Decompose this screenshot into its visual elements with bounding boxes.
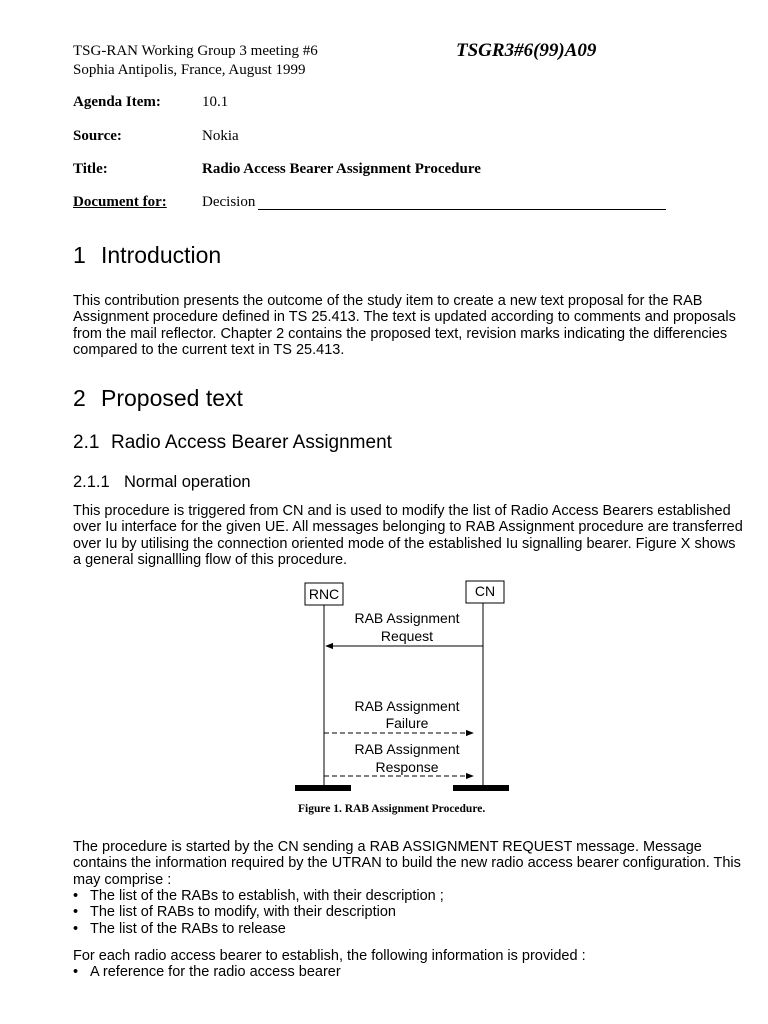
heading-rab-assignment	[73, 432, 392, 454]
failure-label-line2: Failure	[385, 715, 429, 731]
list-item	[73, 964, 341, 980]
paragraph-line: from the mail reflector. Chapter 2 contains the proposed text, revision marks indicating the differencies	[73, 325, 728, 342]
document-for-value: Decision	[202, 194, 256, 210]
rnc-label: RNC	[308, 586, 340, 602]
paragraph-line: over Iu interface for the given UE. All messages belonging to RAB Assignment procedure are transferred	[73, 519, 743, 536]
list-item-text: The list of the RABs to establish, with their description ;	[90, 888, 444, 904]
heading-number: 1	[73, 242, 86, 268]
heading-introduction	[73, 242, 221, 269]
paragraph-line: For each radio access bearer to establish, the following information is provided :	[73, 948, 586, 964]
paragraph-line: a general signallling flow of this procedure.	[73, 552, 348, 569]
heading-proposed-text	[73, 385, 243, 412]
paragraph-line: may comprise :	[73, 871, 172, 888]
list-item-text: A reference for the radio access bearer	[90, 964, 341, 980]
paragraph-line: contains the information required by the UTRAN to build the new radio access bearer configuration. This	[73, 855, 741, 872]
heading-text: Radio Access Bearer Assignment	[111, 432, 392, 453]
figure-caption: Figure 1. RAB Assignment Procedure.	[298, 803, 486, 815]
procedure-paragraph	[73, 839, 741, 888]
sequence-diagram	[280, 578, 530, 798]
list-item-text: The list of RABs to modify, with their description	[90, 904, 396, 921]
paragraph-line: compared to the current text in TS 25.413.	[73, 342, 345, 359]
request-label-line2: Request	[380, 628, 434, 644]
establish-list	[73, 964, 341, 980]
location-line: Sophia Antipolis, France, August 1999	[73, 62, 306, 78]
agenda-value: 10.1	[202, 94, 229, 110]
paragraph-line: This contribution presents the outcome of the study item to create a new text proposal for the RAB	[73, 293, 703, 309]
agenda-label: Agenda Item:	[73, 94, 161, 110]
meeting-line: TSG-RAN Working Group 3 meeting #6	[73, 43, 318, 59]
rnc-end-bar	[295, 785, 351, 791]
paragraph-line: over Iu by utilising the connection oriented mode of the established Iu signalling bearer. Figure X shows	[73, 535, 736, 552]
establish-paragraph	[73, 948, 586, 964]
list-item	[73, 921, 444, 937]
paragraph-line: This procedure is triggered from CN and is used to modify the list of Radio Access Bearers established	[73, 503, 731, 519]
heading-text: Introduction	[101, 242, 222, 268]
title-value: Radio Access Bearer Assignment Procedure	[202, 161, 481, 177]
source-value: Nokia	[202, 128, 239, 144]
rab-list	[73, 888, 444, 937]
heading-text: Normal operation	[124, 473, 251, 491]
bullet-icon: •	[73, 904, 79, 921]
source-label: Source:	[73, 128, 122, 144]
paragraph-line: The procedure is started by the CN sending a RAB ASSIGNMENT REQUEST message. Message	[73, 839, 702, 855]
request-label-line1: RAB Assignment	[354, 610, 460, 626]
title-label: Title:	[73, 161, 108, 177]
heading-text: Proposed text	[101, 385, 243, 411]
cn-label: CN	[474, 583, 496, 599]
bullet-icon: •	[73, 888, 79, 904]
document-for-rule	[258, 209, 666, 210]
heading-number: 2	[73, 385, 86, 411]
list-item-text: The list of the RABs to release	[90, 920, 286, 937]
heading-number: 2.1.1	[73, 473, 110, 491]
paragraph-line: Assignment procedure defined in TS 25.413. The text is updated according to comments and proposals	[73, 309, 736, 326]
heading-number: 2.1	[73, 432, 100, 453]
intro-paragraph	[73, 293, 736, 359]
document-id: TSGR3#6(99)A09	[456, 40, 597, 61]
normal-operation-paragraph	[73, 503, 743, 569]
heading-normal-operation	[73, 473, 251, 492]
cn-end-bar	[453, 785, 509, 791]
list-item	[73, 888, 444, 904]
response-label-line2: Response	[375, 759, 439, 775]
bullet-icon: •	[73, 964, 79, 980]
document-for-label: Document for:	[73, 194, 167, 210]
list-item	[73, 904, 444, 920]
bullet-icon: •	[73, 920, 79, 937]
response-label-line1: RAB Assignment	[354, 741, 460, 757]
failure-label-line1: RAB Assignment	[354, 698, 460, 714]
